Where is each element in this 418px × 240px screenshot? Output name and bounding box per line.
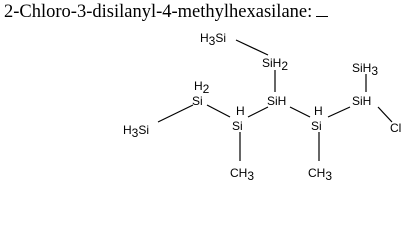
bond-sih2-to-si-left — [207, 105, 230, 117]
label-h-right: H — [314, 104, 323, 118]
bond-sih-center-to-si-right — [290, 107, 310, 117]
label-si-left: Si — [232, 119, 243, 133]
label-h3si-left: H3Si — [123, 123, 150, 140]
bond-h3si-top-to-sih2 — [236, 40, 268, 55]
question-label: 2-Chloro-3-disilanyl-4-methylhexasilane: — [4, 2, 313, 22]
label-sih-far-right: SiH — [352, 94, 372, 108]
label-ch3-left: CH3 — [230, 166, 255, 183]
label-h3si-top: H3Si — [200, 31, 227, 48]
bond-si-right-to-sih-far-right — [328, 107, 350, 117]
label-si-ch2: Si — [192, 94, 203, 108]
label-sih2-top: SiH2 — [262, 56, 289, 73]
label-h2-above: H2 — [194, 79, 210, 96]
bond-si-left-to-sih-center — [248, 107, 268, 117]
label-ch3-right: CH3 — [308, 166, 333, 183]
label-h-left: H — [236, 104, 245, 118]
label-sih-center: SiH — [267, 94, 287, 108]
bond-sih-far-right-to-cl — [378, 107, 392, 122]
label-si-right: Si — [311, 119, 322, 133]
label-cl: Cl — [390, 121, 402, 135]
label-sih3-right: SiH3 — [352, 61, 379, 78]
bond-h3si-left-to-sih2 — [158, 105, 193, 122]
